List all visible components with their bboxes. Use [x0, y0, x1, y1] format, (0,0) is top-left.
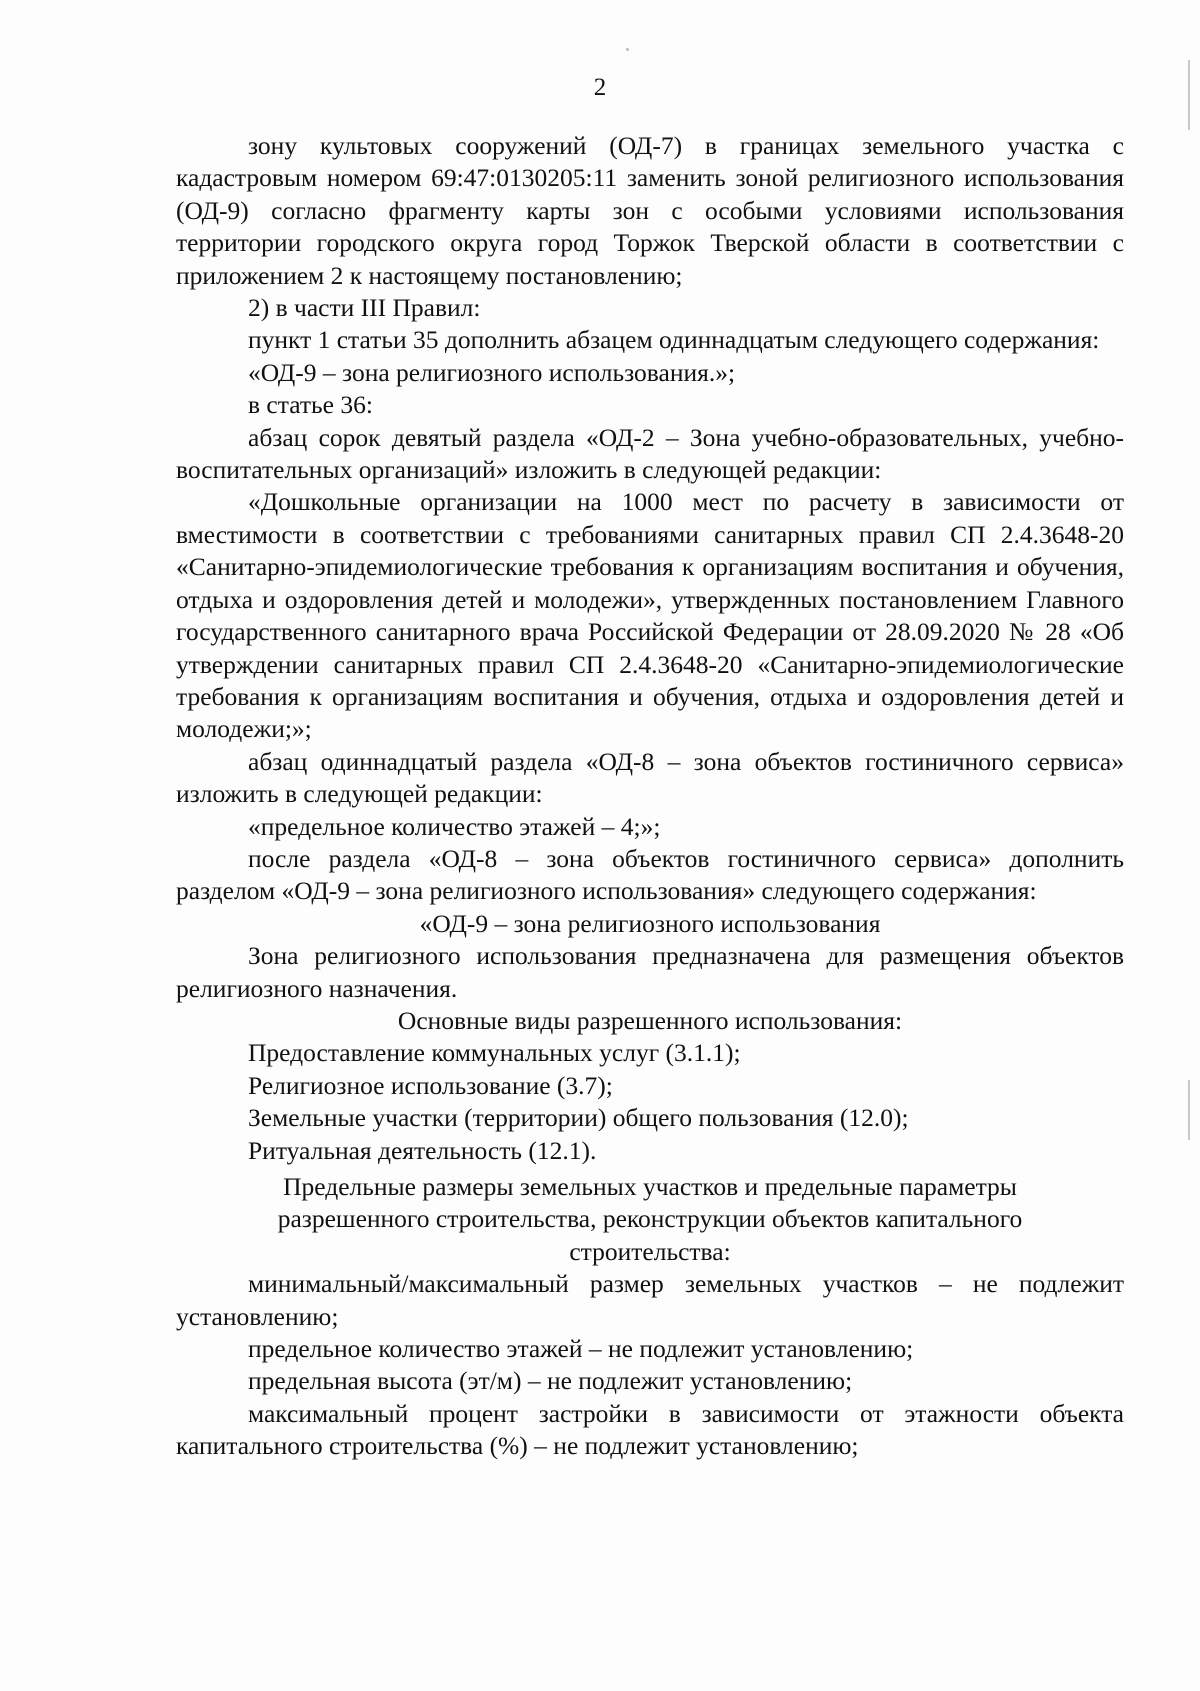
paragraph-article-35: пункт 1 статьи 35 дополнить абзацем одиннадцатым следующего содержания: [248, 325, 1100, 355]
paragraph-plot-size: минимальный/максимальный размер земельных участков – не подлежит установлению; [176, 1269, 1124, 1331]
paragraph-add-od9: после раздела «ОД-8 – зона объектов гостиничного сервиса» дополнить разделом «ОД-9 – зона религиозного использования» следующего содержания: [176, 843, 1124, 906]
paragraph-floors-count: предельное количество этажей – не подлежит установлению; [248, 1334, 914, 1364]
paragraph-od9-quote: «ОД-9 – зона религиозного использования.»; [248, 357, 736, 387]
paragraph-od9-purpose: Зона религиозного использования предназначена для размещения объектов религиозного назначения. [176, 941, 1124, 1003]
paragraph-article-36: в статье 36: [248, 390, 373, 420]
paragraph-max-height: предельная высота (эт/м) – не подлежит установлению; [248, 1366, 853, 1396]
paragraph-build-percent: максимальный процент застройки в зависимости от этажности объекта капитального строительства (%) – не подлежит установлению; [176, 1398, 1124, 1461]
heading-limit-parameters: Предельные размеры земельных участков и предельные параметры разрешенного строительства, реконструкции объектов капитального строительства: [277, 1172, 1023, 1266]
list-item-religious-use: Религиозное использование (3.7); [248, 1070, 613, 1100]
list-item-public-land: Земельные участки (территории) общего пользования (12.0); [248, 1103, 909, 1133]
paragraph-preschool: «Дошкольные организации на 1000 мест по расчету в зависимости от вместимости в соответствии с требованиями санитарных правил СП 2.4.3648-20 «Санитарно-эпидемиологические требования к организациям воспитания и обучения, отдыха и оздоровления детей и молодежи», утвержденных постановлением Главного государственного санитарного врача Российской Федерации от 28.09.2020 № 28 «Об утверждении санитарных правил СП 2.4.3648-20 «Санитарно-эпидемиологические требования к организациям воспитания и обучения, отдыха и оздоровления детей и молодежи;»; [176, 487, 1124, 744]
list-item-utilities: Предоставление коммунальных услуг (3.1.1); [248, 1038, 741, 1068]
paragraph-zone-replacement: зону культовых сооружений (ОД-7) в границах земельного участка с кадастровым номером 69:47:0130205:11 заменить зоной религиозного использования (ОД-9) согласно фрагменту карты зон с особыми условиями использования территории городского округа город Торжок Тверской области в соответствии с приложением 2 к настоящему постановлению; [176, 131, 1124, 290]
list-item-ritual-activity: Ритуальная деятельность (12.1). [248, 1135, 597, 1165]
document-body [176, 130, 1124, 1463]
paragraph-floors-limit: «предельное количество этажей – 4;»; [248, 811, 661, 841]
scan-speck [626, 48, 629, 51]
paragraph-part-iii: 2) в части III Правил: [248, 293, 481, 323]
paragraph-od8-section: абзац одиннадцатый раздела «ОД-8 – зона объектов гостиничного сервиса» изложить в следующей редакции: [176, 746, 1124, 809]
paragraph-od2-section: абзац сорок девятый раздела «ОД-2 – Зона учебно-образовательных, учебно-воспитательных организаций» изложить в следующей редакции: [176, 422, 1124, 485]
heading-permitted-uses: Основные виды разрешенного использования: [397, 1005, 903, 1035]
scan-edge-line [1188, 1080, 1190, 1140]
page-number: 2 [593, 74, 607, 101]
heading-od9-zone: «ОД-9 – зона религиозного использования [419, 908, 881, 938]
